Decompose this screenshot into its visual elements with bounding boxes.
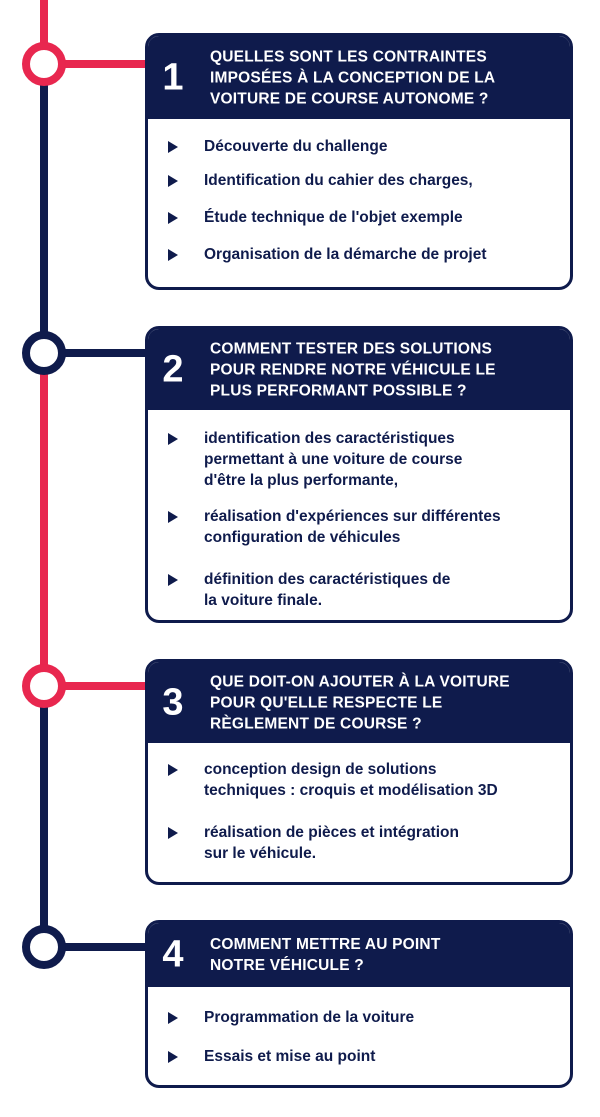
triangle-bullet-icon (168, 827, 178, 839)
triangle-bullet-icon (168, 249, 178, 261)
step-header (148, 662, 570, 743)
triangle-bullet-icon (168, 511, 178, 523)
triangle-bullet-icon (168, 175, 178, 187)
triangle-bullet-icon (168, 212, 178, 224)
step-header (148, 329, 570, 410)
step-number: 1 (162, 56, 184, 98)
step-title: QUELLES SONT LES CONTRAINTES IMPOSÉES À LA CONCEPTION DE LA VOITURE DE COURSE AUTONOME ? (210, 48, 496, 107)
step-title: QUE DOIT-ON AJOUTER À LA VOITURE POUR QU'ELLE RESPECTE LE RÈGLEMENT DE COURSE ? (210, 673, 510, 732)
step-header (148, 36, 570, 119)
triangle-bullet-icon (168, 433, 178, 445)
step-card-2: 2 COMMENT TESTER DES SOLUTIONS POUR RENDRE NOTRE VÉHICULE LE PLUS PERFORMANT POSSIBLE ? identification des caractéristiques permettant à une voiture de course d'être la plus performante, réalisation d'expériences sur différentes configuration de véhicules définition des caractéristiques de la voiture finale. (145, 326, 573, 623)
triangle-bullet-icon (168, 141, 178, 153)
step-number: 2 (162, 348, 184, 390)
timeline-node-1 (26, 46, 62, 82)
step-card-3: 3 QUE DOIT-ON AJOUTER À LA VOITURE POUR QU'ELLE RESPECTE LE RÈGLEMENT DE COURSE ? conception design de solutions techniques : croquis et modélisation 3D réalisation de pièces et intégration sur le véhicule. (145, 659, 573, 885)
step-title: COMMENT TESTER DES SOLUTIONS POUR RENDRE NOTRE VÉHICULE LE PLUS PERFORMANT POSSIBLE ? (210, 340, 496, 399)
step-number: 3 (162, 681, 184, 723)
timeline-node-4 (26, 929, 62, 965)
triangle-bullet-icon (168, 1012, 178, 1024)
triangle-bullet-icon (168, 574, 178, 586)
triangle-bullet-icon (168, 1051, 178, 1063)
step-header (148, 923, 570, 987)
timeline-node-2 (26, 335, 62, 371)
timeline-node-3 (26, 668, 62, 704)
step-card-4: 4 COMMENT METTRE AU POINT NOTRE VÉHICULE ? Programmation de la voiture Essais et mise au point (145, 920, 573, 1088)
step-card-1: 1 QUELLES SONT LES CONTRAINTES IMPOSÉES À LA CONCEPTION DE LA VOITURE DE COURSE AUTONOME ? Découverte du challenge Identification du cahier des charges, Étude technique de l'objet exemple Organisation de la démarche de projet (145, 33, 573, 290)
step-title: COMMENT METTRE AU POINT NOTRE VÉHICULE ? (210, 936, 441, 974)
triangle-bullet-icon (168, 764, 178, 776)
step-number: 4 (162, 933, 184, 976)
